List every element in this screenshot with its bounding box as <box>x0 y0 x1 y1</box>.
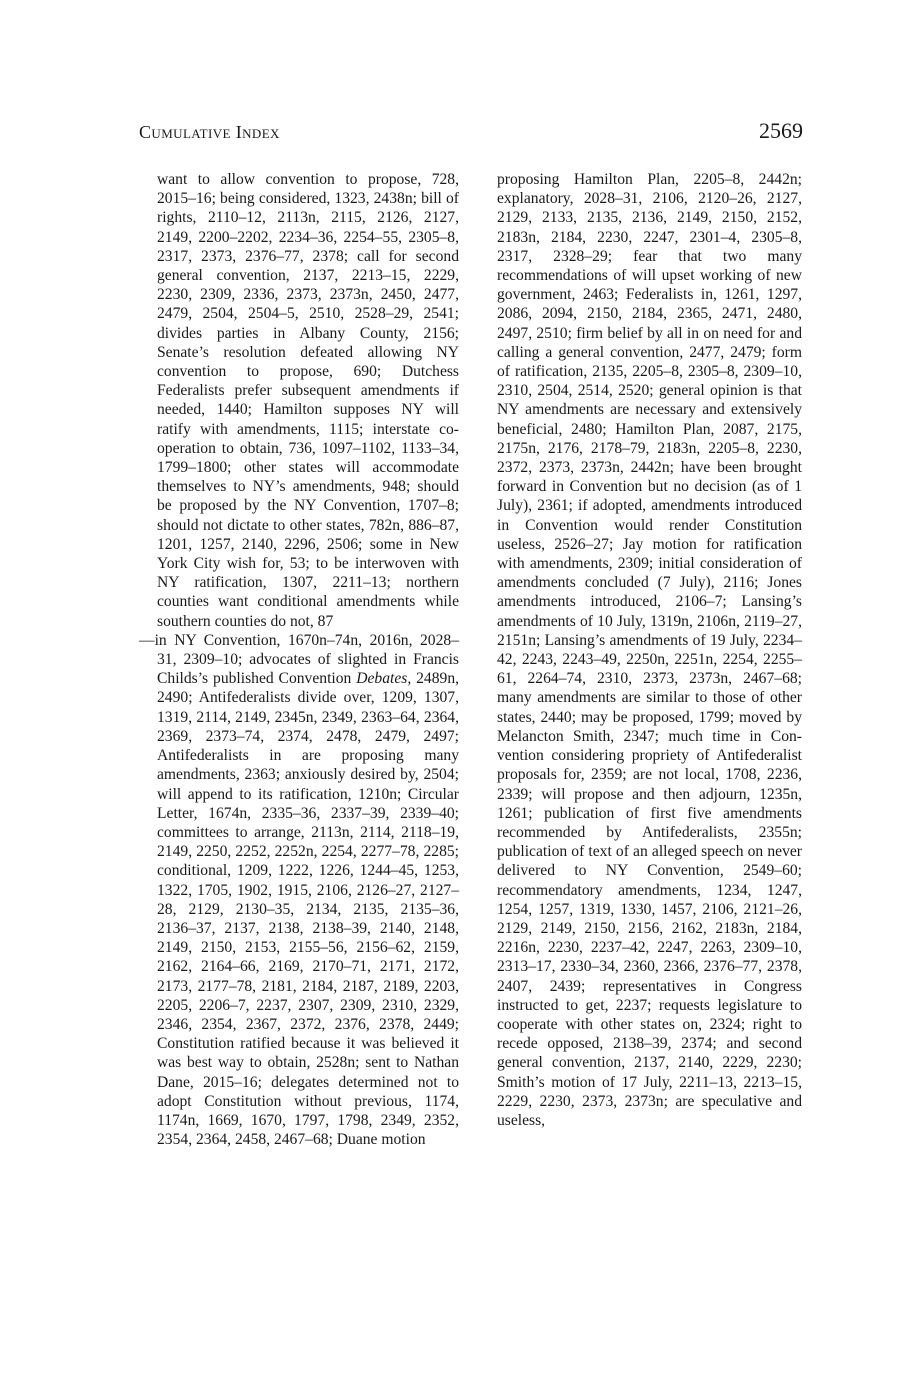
subentry-text-lead: —in NY Convention, 1670n–74n, 2016n, 2028–31, 2309–10; advocates of slighted in Francis Childs’s published Convention <box>139 631 459 688</box>
subentry-italic-title: Debates, <box>356 670 412 688</box>
running-head <box>139 118 803 152</box>
subentry-text-rest: 2489n, 2490; Antifederalists divide over, 1209, 1307, 1319, 2114, 2149, 2345n, 2349, 2363–64, 2364, 2369, 2373–74, 2374, 2478, 2479, 2497; Antifederalists in are proposing many amendments, 2363; anxiously desired by, 2504; will append to its ratification, 1210n; Circular Letter, 1674n, 2335–36, 2337–39, 2339–40; committees to arrange, 2113n, 2114, 2118–19, 2149, 2250, 2252, 2252n, 2254, 2277–78, 2285; conditional, 1209, 1222, 1226, 1244–45, 1253, 1322, 1705, 1902, 1915, 2106, 2126–27, 2127–28, 2129, 2130–35, 2134, 2135, 2135–36, 2136–37, 2137, 2138, 2138–39, 2140, 2148, 2149, 2150, 2153, 2155–56, 2156–62, 2159, 2162, 2164–66, 2169, 2170–71, 2171, 2172, 2173, 2177–78, 2181, 2184, 2187, 2189, 2203, 2205, 2206–7, 2237, 2307, 2309, 2310, 2329, 2346, 2354, 2367, 2372, 2376, 2378, 2449; Constitution ratified because it was believed it was best way to obtain, 2528n; sent to Nathan Dane, 2015–16; delegates determined not to adopt Constitution without previous, 1174, 1174n, 1669, 1670, 1797, 1798, 2349, 2352, 2354, 2364, 2458, 2467–68; Duane motion <box>157 670 460 1149</box>
index-column-left <box>139 170 459 1149</box>
index-entry-continuation: want to allow convention to propose, 728, 2015–16; being considered, 1323, 2438n; bill of rights, 2110–12, 2113n, 2115, 2126, 2127, 2149, 2200–2202, 2234–36, 2254–55, 2305–8, 2317, 2373, 2376–77, 2378; call for second general convention, 2137, 2213–15, 2229, 2230, 2309, 2336, 2373, 2373n, 2450, 2477, 2479, 2504, 2504–5, 2510, 2528–29, 2541; divides parties in Albany County, 2156; Senate’s resolution defeated allowing NY convention to propose, 690; Dutchess Federalists prefer subsequent amendments if needed, 1440; Hamilton supposes NY will ratify with amendments, 1115; interstate cooperation to obtain, 736, 1097–1102, 1133–34, 1799–1800; other states will accommodate themselves to NY’s amendments, 948; should be proposed by the NY Convention, 1707–8; should not dictate to other states, 782n, 886–87, 1201, 1257, 2140, 2296, 2506; some in New York City wish for, 53; to be interwoven with NY ratification, 1307, 2211–13; northern counties want conditional amendments while southern counties do not, 87 <box>157 171 459 630</box>
running-head-title: Cumulative Index <box>139 122 280 142</box>
page-number: 2569 <box>759 118 803 143</box>
index-column-right <box>497 170 802 1130</box>
index-entry-continued: proposing Hamilton Plan, 2205–8, 2442n; explanatory, 2028–31, 2106, 2120–26, 2127, 2129, 2133, 2135, 2136, 2149, 2150, 2152, 2183n, 2184, 2230, 2247, 2301–4, 2305–8, 2317, 2328–29; fear that two many recommendations of will upset working of new government, 2463; Federalists in, 1261, 1297, 2086, 2094, 2150, 2184, 2365, 2471, 2480, 2497, 2510; firm belief by all in on need for and calling a general convention, 2477, 2479; form of ratification, 2135, 2205–8, 2305–8, 2309–10, 2310, 2504, 2514, 2520; general opinion is that NY amendments are necessary and extensively beneficial, 2480; Hamilton Plan, 2087, 2175, 2175n, 2176, 2178–79, 2183n, 2205–8, 2230, 2372, 2373, 2373n, 2442n; have been brought forward in Convention but no decision (as of 1 July), 2361; if adopted, amendments introduced in Convention would render Constitution useless, 2526–27; Jay motion for ratification with amendments, 2309; initial consideration of amendments concluded (7 July), 2116; Jones amendments introduced, 2106–7; Lansing’s amendments of 10 July, 1319n, 2106n, 2119–27, 2151n; Lansing’s amendments of 19 July, 2234–42, 2243, 2243–49, 2250n, 2251n, 2254, 2255–61, 2264–74, 2310, 2373, 2373n, 2467–68; many amendments are similar to those of other states, 2440; may be proposed, 1799; moved by Melancton Smith, 2347; much time in Convention considering propriety of Antifederalist proposals for, 2359; are not local, 1708, 2236, 2339; will propose and then adjourn, 1235n, 1261; publication of first five amendments recommended by Antifederalists, 2355n; publication of text of an alleged speech on never delivered to NY Convention, 2549–60; recommendatory amendments, 1234, 1247, 1254, 1257, 1319, 1330, 1457, 2106, 2121–26, 2129, 2149, 2150, 2156, 2162, 2183n, 2184, 2216n, 2230, 2237–42, 2247, 2263, 2309–10, 2313–17, 2330–34, 2360, 2366, 2376–77, 2378, 2407, 2439; representatives in Congress instructed to get, 2237; requests legislature to cooperate with other states on, 2324; right to recede opposed, 2138–39, 2374; and second general convention, 2137, 2140, 2229, 2230; Smith’s motion of 17 July, 2211–13, 2213–15, 2229, 2230, 2373, 2373n; are speculative and useless, <box>497 171 802 1129</box>
index-subentry-ny-convention <box>139 631 459 1149</box>
